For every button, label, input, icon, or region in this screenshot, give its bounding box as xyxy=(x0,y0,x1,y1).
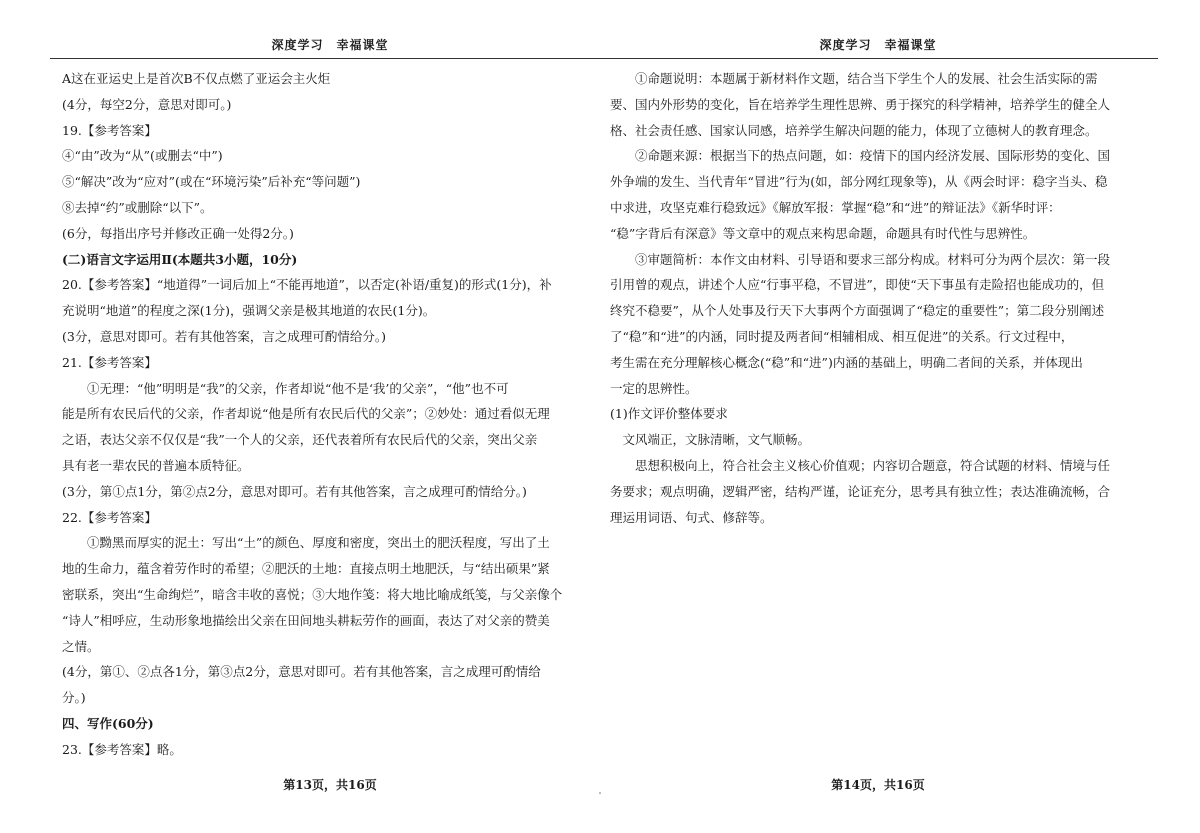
header-rule xyxy=(598,58,1158,59)
text-line: ①命题说明：本题属于新材料作文题，结合当下学生个人的发展、社会生活实际的需 xyxy=(635,71,1098,86)
text-line: 四、写作(60分) xyxy=(62,715,154,731)
text-line: (1)作文评价整体要求 xyxy=(610,406,728,422)
page-content xyxy=(62,66,597,763)
text-line: 中求进，攻坚克难行稳致远》《解放军报：掌握“稳”和“进”的辩证法》《新华时评： xyxy=(610,199,1061,215)
page-footer: 第13页，共16页 xyxy=(283,778,377,792)
page-header: 深度学习 幸福课堂 xyxy=(819,38,937,52)
text-line: 22.【参考答案】 xyxy=(62,509,157,525)
text-line: ④“由”改为“从”(或删去“中”) xyxy=(62,148,223,164)
text-line: ⑧去掉“约”或删除“以下”。 xyxy=(62,199,213,215)
text-line: 外争端的发生、当代青年“冒进”行为(如，部分网红现象等)，从《两会时评：稳字当头、稳 xyxy=(610,174,1108,190)
text-line: “稳”字背后有深意》等文章中的观点来构思命题，命题具有时代性与思辨性。 xyxy=(610,225,1036,241)
text-line: ⑤“解决”改为“应对”(或在“环境污染”后补充“等问题”) xyxy=(62,174,361,190)
text-line: ③审题简析：本作文由材料、引导语和要求三部分构成。材料可分为两个层次：第一段 xyxy=(635,251,1111,267)
text-line: 务要求；观点明确，逻辑严密，结构严谨，论证充分，思考具有独立性；表达准确流畅，合 xyxy=(610,483,1111,499)
text-line: “诗人”相呼应，生动形象地描绘出父亲在田间地头耕耘劳作的画面，表达了对父亲的赞美 xyxy=(62,612,550,628)
header-rule xyxy=(50,58,610,59)
text-line: ①黝黑而厚实的泥土：写出“土”的颜色、厚度和密度，突出土的肥沃程度，写出了土 xyxy=(87,535,550,551)
text-line: 一定的思辨性。 xyxy=(610,380,698,396)
text-line: (二)语言文字运用Ⅱ(本题共3小题，10分) xyxy=(62,251,298,267)
text-line: 21.【参考答案】 xyxy=(62,354,157,370)
center-mark xyxy=(599,792,601,794)
text-line: 格、社会责任感、国家认同感，培养学生解决问题的能力，体现了立德树人的教育理念。 xyxy=(610,122,1098,138)
text-line: 充说明“地道”的程度之深(1分)，强调父亲是极其地道的农民(1分)。 xyxy=(62,303,436,319)
text-line: (4分，第①、②点各1分，第③点2分，意思对即可。若有其他答案，言之成理可酌情给 xyxy=(62,664,541,680)
text-line: 分。) xyxy=(62,690,86,706)
text-line: 密联系，突出“生命绚烂”，暗含丰收的喜悦；③大地作笺：将大地比喻成纸笺，与父亲像个 xyxy=(62,586,563,602)
text-line: 20.【参考答案】“地道得”一词后加上“不能再地道”，以否定(补语/重复)的形式(1分)，补 xyxy=(62,277,552,293)
left-page xyxy=(50,0,610,833)
text-line: ①无理：“他”明明是“我”的父亲，作者却说“他不是‘我’的父亲”，“他”也不可 xyxy=(87,380,509,396)
text-line: (3分，意思对即可。若有其他答案，言之成理可酌情给分。) xyxy=(62,328,386,344)
page-content xyxy=(610,66,1145,530)
text-line: 终究不稳要”，从个人处事及行天下大事两个方面强调了“稳定的重要性”；第二段分别阐述 xyxy=(610,303,1105,319)
page-footer: 第14页，共16页 xyxy=(831,778,925,792)
text-line: 地的生命力，蕴含着劳作时的希望；②肥沃的土地：直接点明土地肥沃，与“结出硕果”紧 xyxy=(62,561,550,577)
text-line: 理运用词语、句式、修辞等。 xyxy=(610,509,773,525)
text-line: ②命题来源：根据当下的热点问题，如：疫情下的国内经济发展、国际形势的变化、国 xyxy=(635,148,1111,164)
text-line: 23.【参考答案】略。 xyxy=(62,741,182,757)
text-line: 文风端正，文脉清晰，文气顺畅。 xyxy=(622,432,811,448)
text-line: (3分，第①点1分，第②点2分，意思对即可。若有其他答案，言之成理可酌情给分。) xyxy=(62,483,527,499)
text-line: 要、国内外形势的变化，旨在培养学生理性思辨、勇于探究的科学精神，培养学生的健全人 xyxy=(610,96,1111,112)
text-line: 了“稳”和“进”的内涵，同时提及两者间“相辅相成、相互促进”的关系。行文过程中， xyxy=(610,328,1074,344)
text-line: A这在亚运史上是首次B不仅点燃了亚运会主火炬 xyxy=(62,71,331,86)
page-header: 深度学习 幸福课堂 xyxy=(271,38,389,52)
text-line: 之语，表达父亲不仅仅是“我”一个人的父亲，还代表着所有农民后代的父亲，突出父亲 xyxy=(62,432,538,448)
text-line: 思想积极向上，符合社会主义核心价值观；内容切合题意，符合试题的材料、情境与任 xyxy=(635,457,1111,473)
text-line: 能是所有农民后代的父亲，作者却说“他是所有农民后代的父亲”；②妙处：通过看似无理 xyxy=(62,406,550,422)
text-line: (4分，每空2分，意思对即可。) xyxy=(62,96,232,112)
text-line: (6分，每指出序号并修改正确一处得2分。) xyxy=(62,225,294,241)
text-line: 具有老一辈农民的普遍本质特征。 xyxy=(62,457,250,473)
right-page xyxy=(598,0,1158,833)
text-line: 引用曾的观点，讲述个人应“行事平稳，不冒进”，即使“天下事虽有走险招也能成功的，但 xyxy=(610,277,1105,293)
text-line: 19.【参考答案】 xyxy=(62,122,157,138)
text-line: 之情。 xyxy=(62,638,100,654)
text-line: 考生需在充分理解核心概念(“稳”和“进”)内涵的基础上，明确二者间的关系，并体现出 xyxy=(610,354,1083,370)
